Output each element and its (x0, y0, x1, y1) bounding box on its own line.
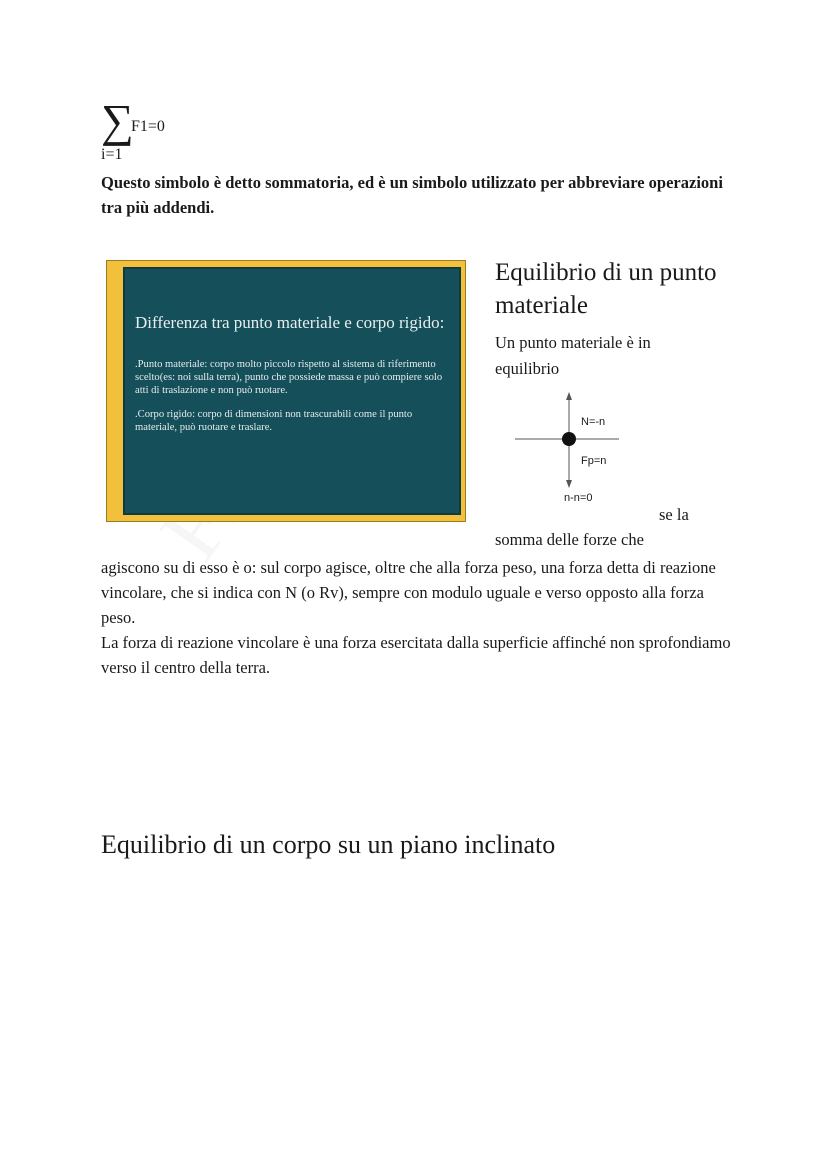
label-net-force: n-n=0 (564, 492, 593, 504)
label-normal-force: N=-n (581, 416, 606, 428)
material-point (562, 432, 576, 446)
section-heading-equilibrium-point: Equilibrio di un punto materiale (495, 259, 717, 319)
summation-lower: i=1 (101, 146, 123, 163)
chalkboard-item-rigid: .Corpo rigido: corpo di dimensioni non trascurabili come il punto materiale, può ruotare e traslare. (135, 409, 413, 434)
side-paragraph: Un punto materiale è in equilibrio (495, 333, 651, 378)
text-somma: somma delle forze che (495, 530, 644, 549)
chalkboard-surface (123, 267, 461, 515)
section-heading-inclined-plane: Equilibrio di un corpo su un piano inclinato (101, 830, 556, 859)
chalkboard-image (106, 260, 466, 522)
chalkboard-title: Differenza tra punto materiale e corpo rigido: (135, 313, 445, 332)
label-weight-force: Fp=n (581, 455, 607, 467)
summation-formula (101, 95, 165, 146)
sigma-symbol: ∑ (101, 95, 134, 146)
chalkboard-text (135, 359, 455, 447)
body-paragraph-1: agiscono su di esso è o: sul corpo agisce, oltre che alla forza peso, una forza detta di reazione vincolare, che si indica con N (o Rv), sempre con modulo uguale e verso opposto alla forza peso. (101, 558, 716, 627)
force-diagram (515, 390, 635, 510)
body-paragraph-2: La forza di reazione vincolare è una forza esercitata dalla superficie affinché non sprofondiamo verso il centro della terra. (101, 633, 731, 677)
chalkboard-item-point: .Punto materiale: corpo molto piccolo rispetto al sistema di riferimento scelto(es: noi sulla terra), punto che possiede massa e può compiere solo atti di traslazione e non può ruotare. (135, 359, 443, 396)
body-paragraphs (101, 555, 741, 680)
intro-paragraph: Questo simbolo è detto sommatoria, ed è un simbolo utilizzato per abbreviare operazioni tra più addendi. (101, 173, 723, 217)
text-se-la: se la (659, 505, 689, 524)
summation-upper: F1=0 (131, 118, 165, 135)
